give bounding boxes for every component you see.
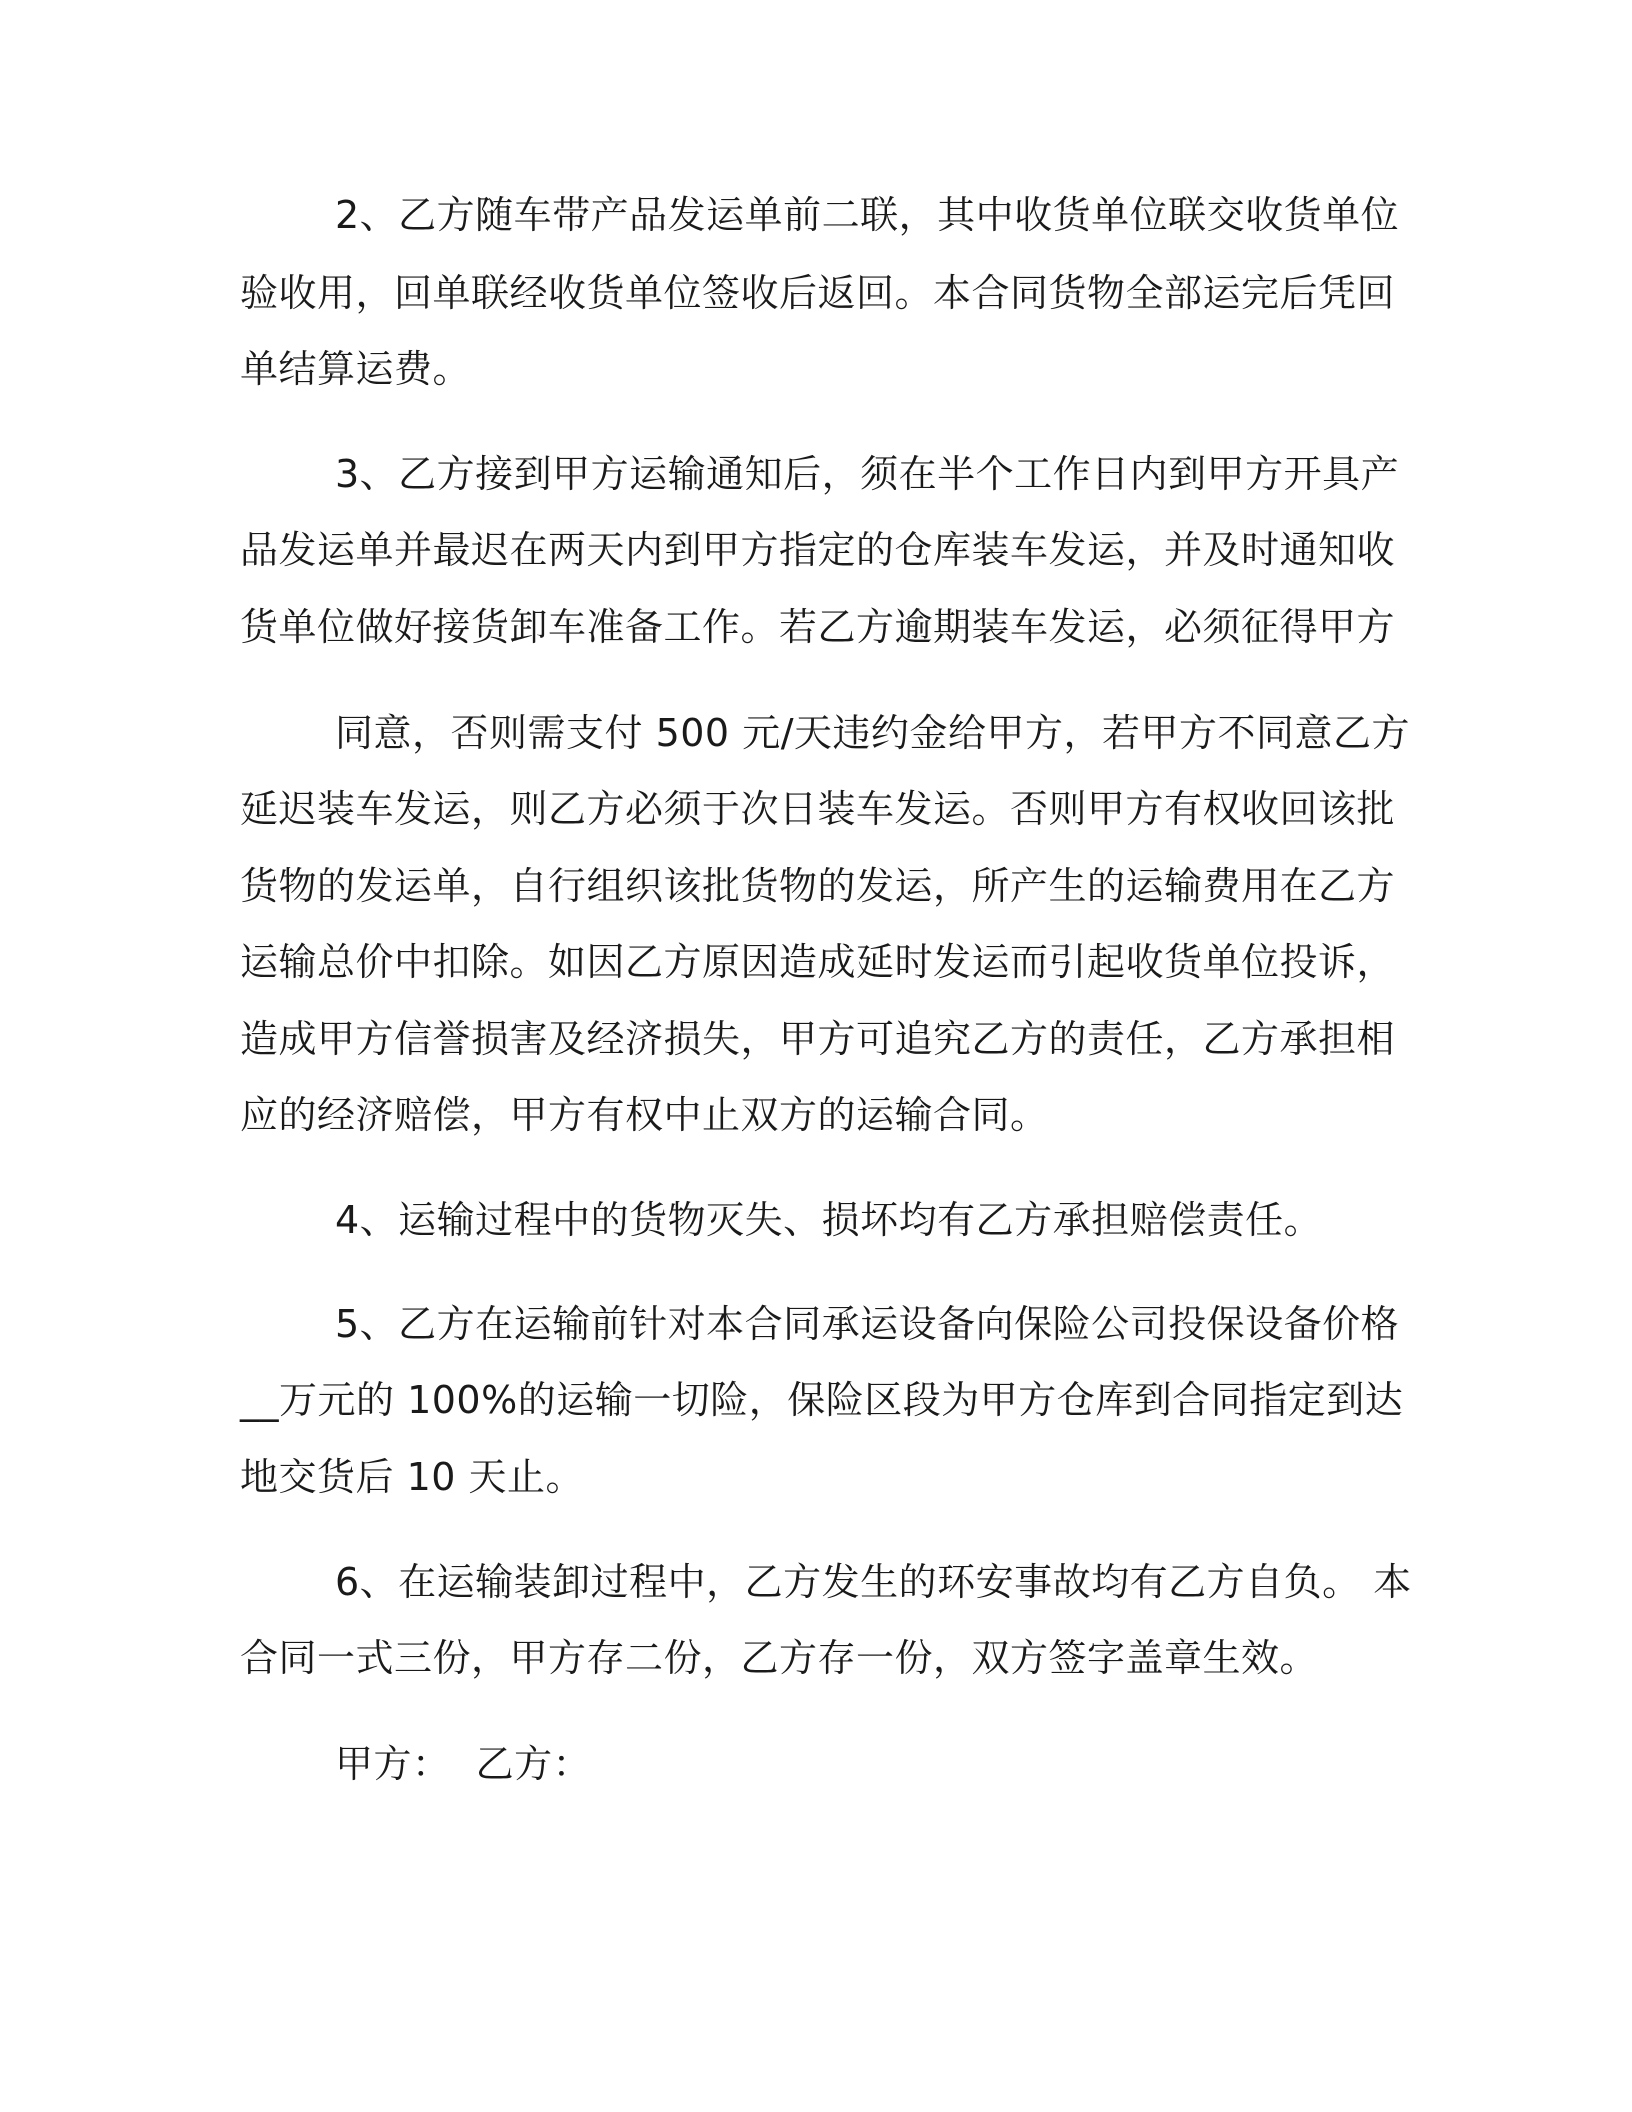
clause-4-line-1: 4、运输过程中的货物灭失、损坏均有乙方承担赔偿责任。 [335, 1198, 1323, 1242]
clause-5-line-2: __万元的 100%的运输一切险，保险区段为甲方仓库到合同指定到达 [240, 1378, 1404, 1422]
clause-3-cont-line-4: 运输总价中扣除。如因乙方原因造成延时发运而引起收货单位投诉， [240, 940, 1396, 984]
clause-3-cont-line-5: 造成甲方信誉损害及经济损失，甲方可追究乙方的责任，乙方承担相 [240, 1017, 1396, 1061]
clause-3-cont-line-2: 延迟装车发运，则乙方必须于次日装车发运。否则甲方有权收回该批 [240, 787, 1396, 831]
clause-2-line-3: 单结算运费。 [240, 347, 472, 391]
clause-2-line-1: 2、乙方随车带产品发运单前二联，其中收货单位联交收货单位 [335, 193, 1400, 237]
clause-3-cont-line-1: 同意，否则需支付 500 元/天违约金给甲方，若甲方不同意乙方 [335, 711, 1410, 755]
clause-5-line-3: 地交货后 10 天止。 [240, 1455, 585, 1499]
clause-2-line-2: 验收用，回单联经收货单位签收后返回。本合同货物全部运完后凭回 [240, 271, 1396, 315]
signature-line: 甲方： 乙方： [335, 1742, 592, 1786]
clause-3-cont-line-6: 应的经济赔偿，甲方有权中止双方的运输合同。 [240, 1093, 1049, 1137]
clause-6-line-1: 6、在运输装卸过程中，乙方发生的环安事故均有乙方自负。 本 [335, 1560, 1412, 1604]
clause-3-line-2: 品发运单并最迟在两天内到甲方指定的仓库装车发运，并及时通知收 [240, 528, 1396, 572]
clause-3-cont-line-3: 货物的发运单，自行组织该批货物的发运，所产生的运输费用在乙方 [240, 864, 1396, 908]
clause-6-line-2: 合同一式三份，甲方存二份，乙方存一份，双方签字盖章生效。 [240, 1636, 1319, 1680]
clause-3-line-1: 3、乙方接到甲方运输通知后，须在半个工作日内到甲方开具产 [335, 452, 1400, 496]
clause-5-line-1: 5、乙方在运输前针对本合同承运设备向保险公司投保设备价格 [335, 1302, 1400, 1346]
clause-3-line-3: 货单位做好接货卸车准备工作。若乙方逾期装车发运，必须征得甲方 [240, 605, 1396, 649]
